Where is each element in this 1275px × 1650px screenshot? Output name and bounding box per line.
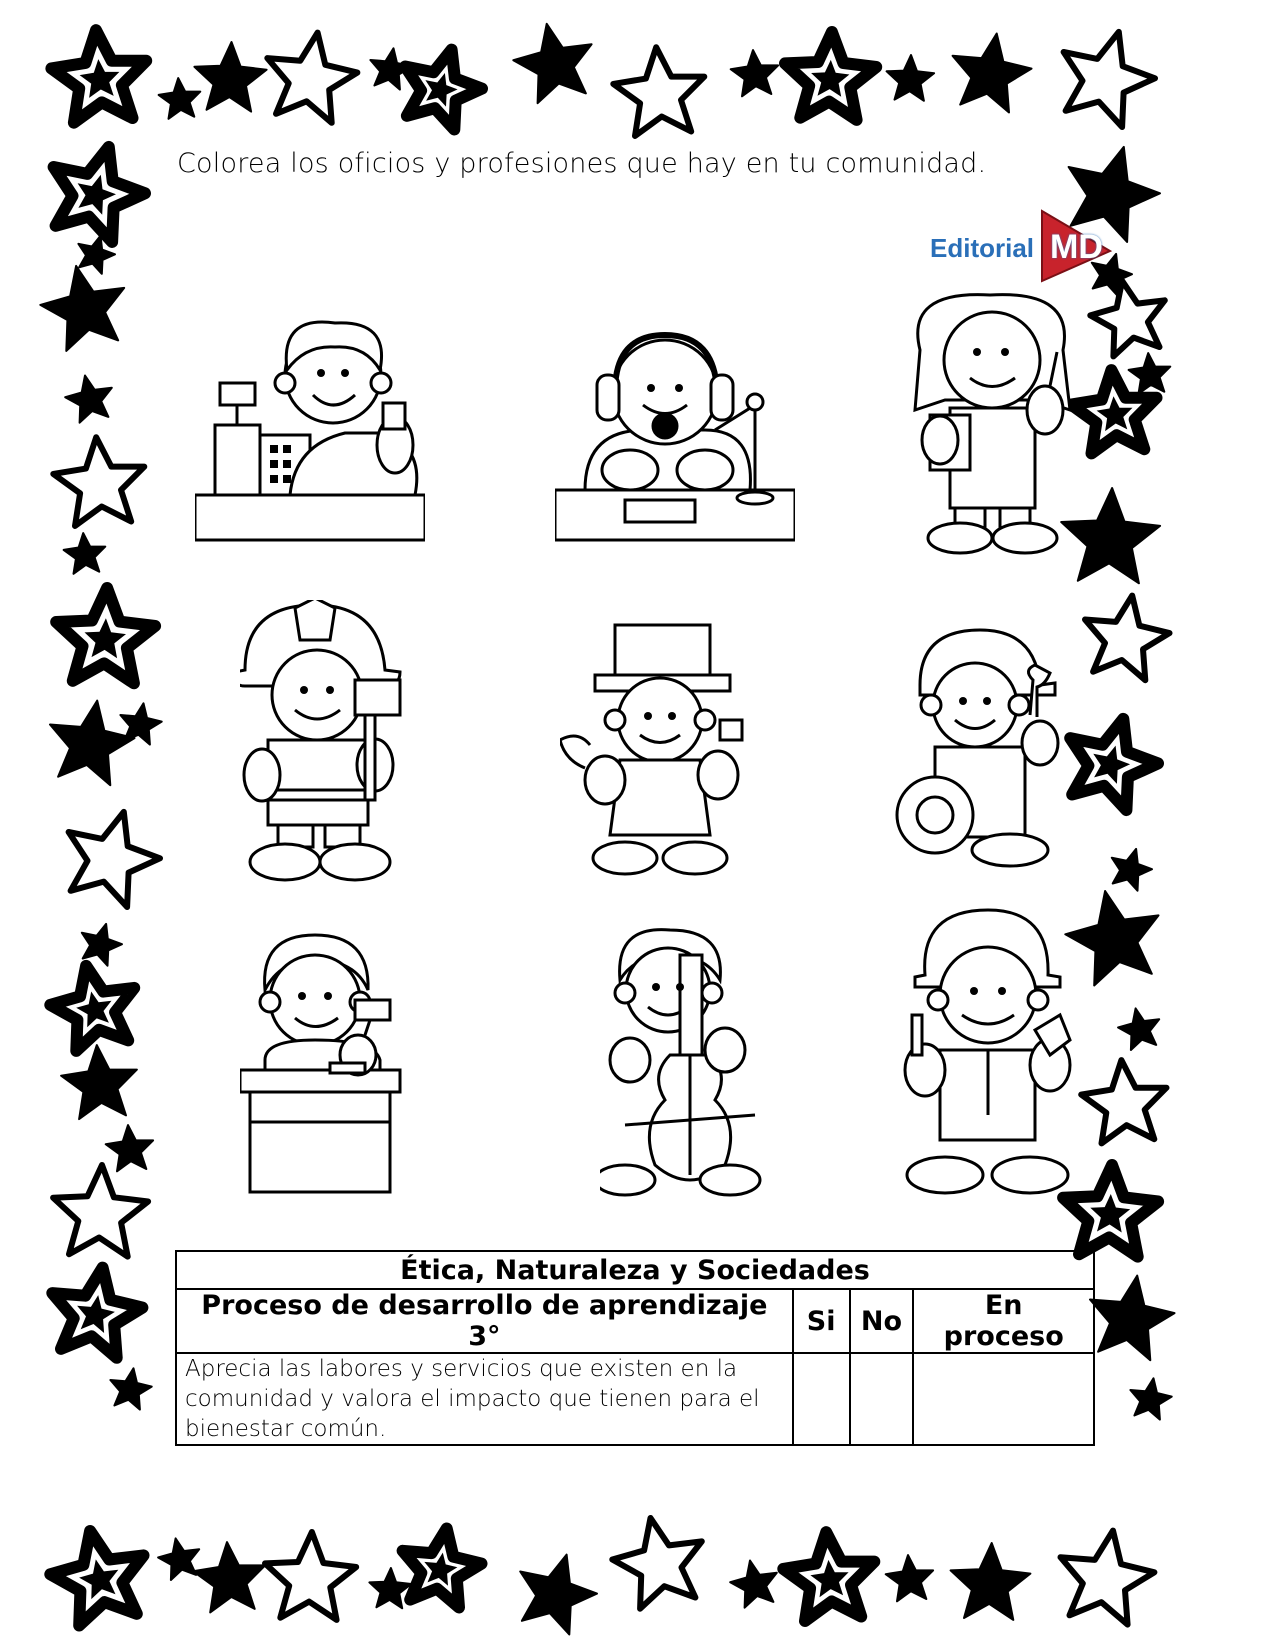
street-sweeper-icon <box>900 905 1075 1205</box>
star-icon <box>265 1532 356 1620</box>
star-icon <box>120 703 161 744</box>
star-icon <box>886 1555 933 1601</box>
star-icon <box>1081 1060 1166 1143</box>
star-icon <box>612 1518 702 1609</box>
star-icon <box>951 1543 1031 1620</box>
star-icon <box>82 924 122 966</box>
star-icon <box>613 47 704 136</box>
star-icon <box>1090 281 1165 357</box>
star-icon <box>65 376 112 423</box>
editorial-logo <box>930 205 1120 285</box>
star-icon <box>1118 1008 1159 1050</box>
cell-si[interactable] <box>793 1353 850 1445</box>
reporter-icon <box>905 290 1080 555</box>
judge-icon <box>240 930 410 1200</box>
star-icon <box>64 533 106 574</box>
star-icon <box>1064 32 1155 127</box>
star-icon <box>50 701 135 786</box>
star-icon <box>953 34 1032 113</box>
cellist-icon <box>600 925 765 1205</box>
star-icon <box>106 1125 153 1171</box>
star-icon <box>40 266 124 351</box>
cell-no[interactable] <box>850 1353 914 1445</box>
star-icon <box>267 33 357 123</box>
cashier-icon <box>195 315 425 545</box>
star-icon <box>513 24 591 103</box>
star-icon <box>194 42 266 112</box>
star-icon <box>730 1561 777 1608</box>
logo-mark: MD <box>1050 228 1103 266</box>
firefighter-icon <box>240 600 415 885</box>
star-icon <box>520 1555 597 1635</box>
star-icon <box>1061 1531 1155 1625</box>
star-icon <box>61 1045 137 1119</box>
star-icon <box>1065 891 1158 986</box>
star-icon <box>69 812 160 907</box>
star-icon <box>53 1165 148 1257</box>
header-en-proceso: En proceso <box>913 1289 1094 1353</box>
star-icon <box>731 50 778 96</box>
cell-en-proceso[interactable] <box>913 1353 1094 1445</box>
star-icon <box>887 55 935 101</box>
header-si: Si <box>793 1289 850 1353</box>
star-icon <box>1085 596 1170 681</box>
star-icon <box>110 1368 151 1409</box>
star-icon <box>158 1538 199 1580</box>
star-icon <box>1129 353 1171 394</box>
evaluation-table <box>175 1250 1095 1446</box>
mechanic-icon <box>895 625 1070 870</box>
magician-icon <box>560 620 760 880</box>
radio-host-icon <box>555 330 795 545</box>
instruction-text: Colorea los oficios y profesiones que hay en tu comunidad. <box>177 148 987 179</box>
header-no: No <box>850 1289 914 1353</box>
learning-description: Aprecia las labores y servicios que existen en la comunidad y valora el impacto que tienen para el bienestar común. <box>176 1353 793 1445</box>
star-icon <box>159 78 201 119</box>
star-icon <box>193 1542 265 1612</box>
header-process: Proceso de desarrollo de aprendizaje 3° <box>176 1289 793 1353</box>
table-title: Ética, Naturaleza y Sociedades <box>176 1251 1094 1289</box>
star-icon <box>1112 849 1152 891</box>
star-icon <box>1090 1276 1175 1361</box>
star-icon <box>1130 1378 1171 1419</box>
star-icon <box>53 437 144 526</box>
logo-text: Editorial <box>930 233 1035 263</box>
